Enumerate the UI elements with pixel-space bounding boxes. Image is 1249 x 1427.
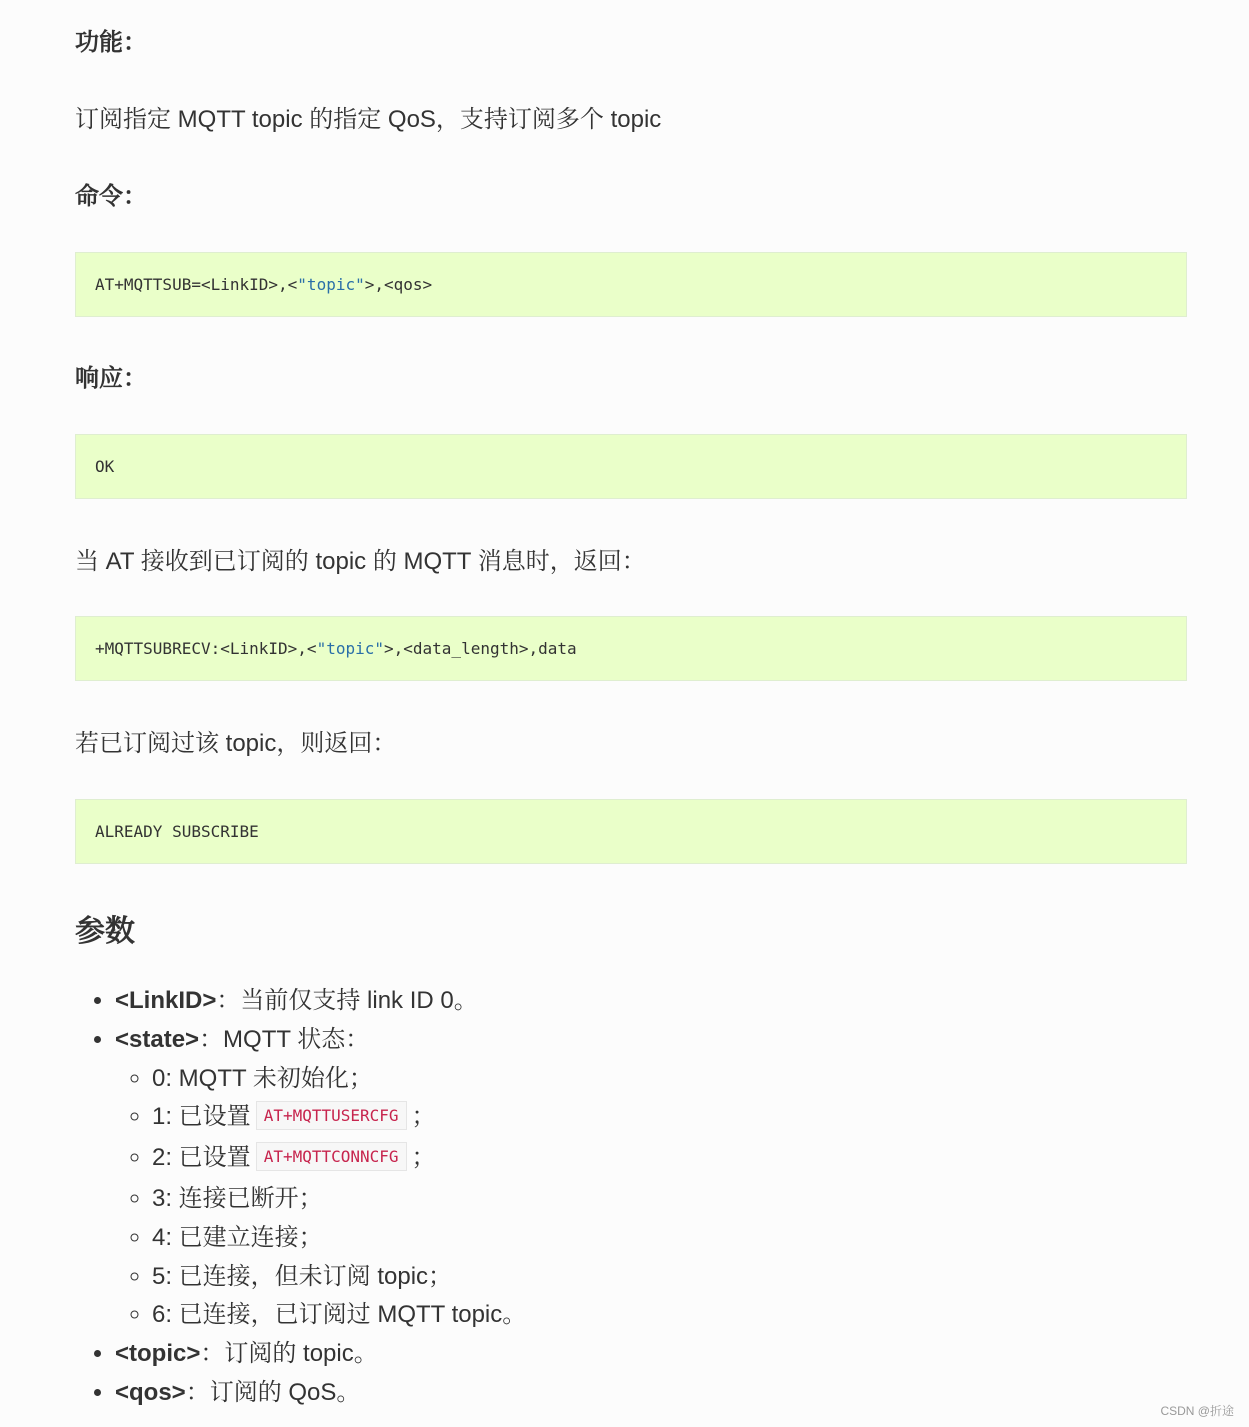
state-item-text: 1: 已设置 (152, 1103, 251, 1131)
param-state-desc: ：MQTT 状态： (199, 1025, 370, 1053)
function-description: 订阅指定 MQTT topic 的指定 QoS，支持订阅多个 topic (75, 106, 662, 133)
state-item-5 (152, 1258, 526, 1297)
response-code: OK (95, 457, 115, 476)
state-item-3 (152, 1180, 526, 1219)
command-code-post: >,<qos> (364, 275, 433, 294)
param-qos-name: <qos> (115, 1378, 186, 1406)
param-qos (115, 1374, 526, 1413)
param-state-name: <state> (115, 1025, 200, 1053)
receive-code-post: >,<data_length>,data (384, 639, 577, 658)
param-qos-desc: ：订阅的 QoS。 (185, 1378, 361, 1406)
params-title: 参数 (75, 915, 135, 948)
receive-description: 当 AT 接收到已订阅的 topic 的 MQTT 消息时，返回： (75, 548, 646, 575)
already-code-block (75, 799, 1187, 864)
response-label: 响应： (75, 365, 147, 392)
param-topic-desc: ：订阅的 topic。 (200, 1340, 378, 1368)
state-item-2 (152, 1139, 526, 1180)
state-item-6 (152, 1296, 526, 1335)
param-linkid (115, 982, 526, 1021)
receive-code-pre: +MQTTSUBRECV:<LinkID>,< (95, 639, 317, 658)
receive-code-block (75, 616, 1187, 681)
inline-code-usercfg: AT+MQTTUSERCFG (256, 1101, 407, 1130)
command-code-string: "topic" (297, 275, 365, 294)
state-item-after: ； (411, 1144, 436, 1172)
param-linkid-name: <LinkID> (115, 987, 217, 1014)
param-linkid-desc: ：当前仅支持 link ID 0。 (216, 987, 478, 1014)
receive-code-string: "topic" (316, 639, 384, 658)
state-item-text: 2: 已设置 (152, 1144, 251, 1172)
state-item-0 (152, 1060, 526, 1099)
state-item-1 (152, 1098, 526, 1139)
state-list (115, 1060, 526, 1336)
already-code: ALREADY SUBSCRIBE (95, 822, 259, 841)
param-state (115, 1021, 526, 1335)
inline-code-conncfg: AT+MQTTCONNCFG (256, 1142, 407, 1171)
state-item-text: 0: MQTT 未初始化； (152, 1064, 373, 1092)
command-code-pre: AT+MQTTSUB=<LinkID>,< (95, 275, 298, 294)
state-item-text: 6: 已连接，已订阅过 MQTT topic。 (152, 1301, 527, 1329)
function-label: 功能： (75, 29, 147, 56)
param-topic (115, 1335, 526, 1374)
already-description: 若已订阅过该 topic，则返回： (75, 730, 397, 757)
state-item-after: ； (411, 1103, 436, 1131)
state-item-text: 5: 已连接，但未订阅 topic； (152, 1262, 453, 1290)
state-item-text: 4: 已建立连接； (152, 1223, 323, 1251)
watermark: CSDN @折途 (1160, 1404, 1234, 1418)
state-item-4 (152, 1219, 526, 1258)
state-item-text: 3: 连接已断开； (152, 1184, 323, 1212)
command-label: 命令： (75, 183, 147, 210)
param-topic-name: <topic> (115, 1340, 201, 1368)
params-list (75, 982, 526, 1413)
command-code-block (75, 252, 1187, 317)
response-code-block (75, 434, 1187, 499)
